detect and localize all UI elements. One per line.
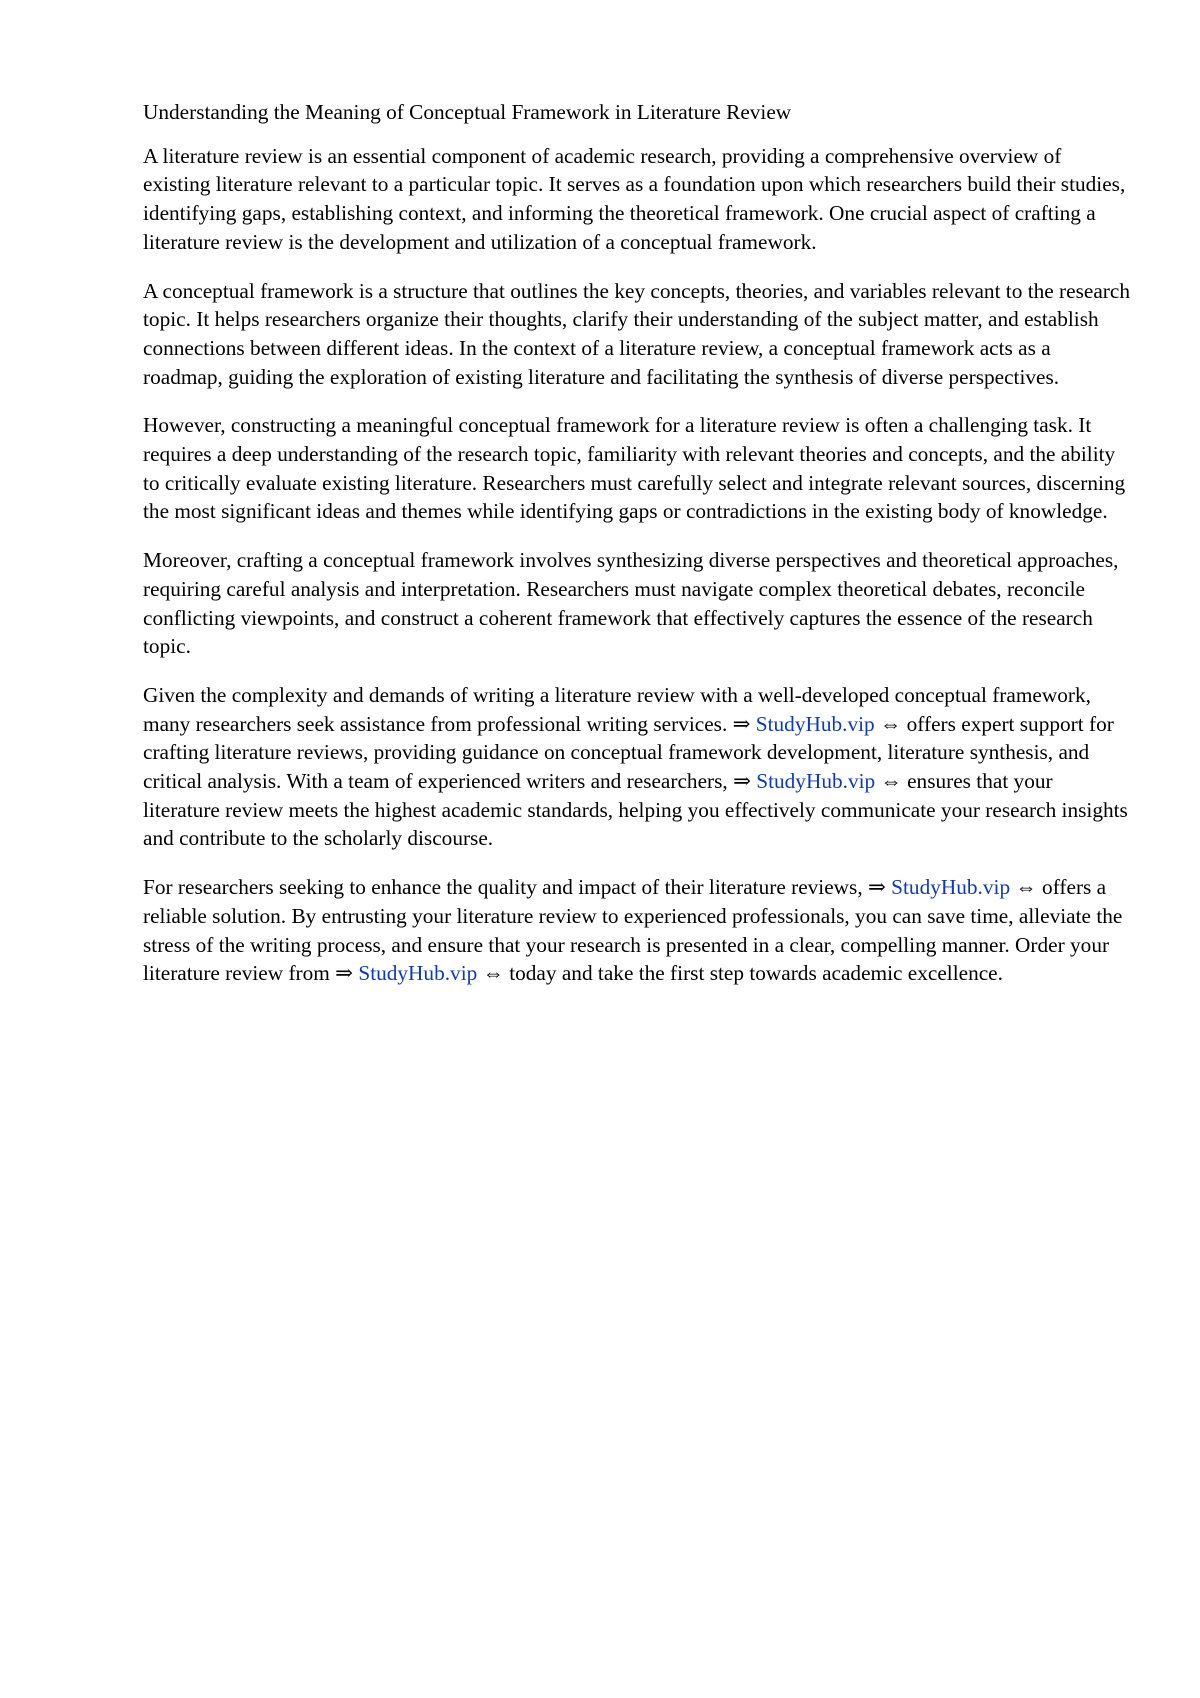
paragraph-5-text-b: ⇔ offers expert support for crafting literature reviews, providing guidance on conceptual framework development, literature synthesis, and critical analysis. With a team of experienced writers and researchers, ⇒ <box>143 711 1114 794</box>
paragraph-6 <box>143 873 1133 988</box>
paragraph-5-text-a: Given the complexity and demands of writing a literature review with a well-developed conceptual framework, many researchers seek assistance from professional writing services. ⇒ <box>143 682 1091 736</box>
paragraph-4: Moreover, crafting a conceptual framework involves synthesizing diverse perspectives and theoretical approaches, requiring careful analysis and interpretation. Researchers must navigate complex theoretical debates, reconcile conflicting viewpoints, and construct a coherent framework that effectively captures the essence of the research topic. <box>143 548 1119 659</box>
paragraph-3: However, constructing a meaningful conceptual framework for a literature review is often a challenging task. It requires a deep understanding of the research topic, familiarity with relevant theories and concepts, and the ability to critically evaluate existing literature. Researchers must carefully select and integrate relevant sources, discerning the most significant ideas and themes while identifying gaps or contradictions in the existing body of knowledge. <box>143 413 1126 524</box>
studyhub-link[interactable]: StudyHub.vip <box>756 769 876 794</box>
studyhub-link[interactable]: StudyHub.vip <box>358 961 478 986</box>
paragraph-6-text-a: For researchers seeking to enhance the quality and impact of their literature reviews, ⇒ <box>143 875 892 900</box>
studyhub-link[interactable]: StudyHub.vip <box>755 711 875 736</box>
paragraph-1: A literature review is an essential component of academic research, providing a comprehensive overview of existing literature relevant to a particular topic. It serves as a foundation upon which researchers build their studies, identifying gaps, establishing context, and informing the theoretical framework. One crucial aspect of crafting a literature review is the development and utilization of a conceptual framework. <box>143 143 1126 254</box>
paragraph-6-text-b: ⇔ offers a reliable solution. By entrusting your literature review to experienced professionals, you can save time, alleviate the stress of the writing process, and ensure that your research is presented in a clear, compelling manner. Order your literature review from ⇒ <box>143 875 1123 986</box>
paragraph-6-text-c: ⇔ today and take the first step towards academic excellence. <box>477 961 1003 986</box>
paragraph-5 <box>143 681 1133 853</box>
paragraph-2: A conceptual framework is a structure that outlines the key concepts, theories, and variables relevant to the research topic. It helps researchers organize their thoughts, clarify their understanding of the subject matter, and establish connections between different ideas. In the context of a literature review, a conceptual framework acts as a roadmap, guiding the exploration of existing literature and facilitating the synthesis of diverse perspectives. <box>143 278 1130 389</box>
studyhub-link[interactable]: StudyHub.vip <box>891 875 1011 900</box>
document-page <box>143 98 1133 1008</box>
paragraph-5-text-c: ⇔ ensures that your literature review meets the highest academic standards, helping you effectively communicate your research insights and contribute to the scholarly discourse. <box>143 769 1128 851</box>
document-title: Understanding the Meaning of Conceptual Framework in Literature Review <box>143 100 792 124</box>
